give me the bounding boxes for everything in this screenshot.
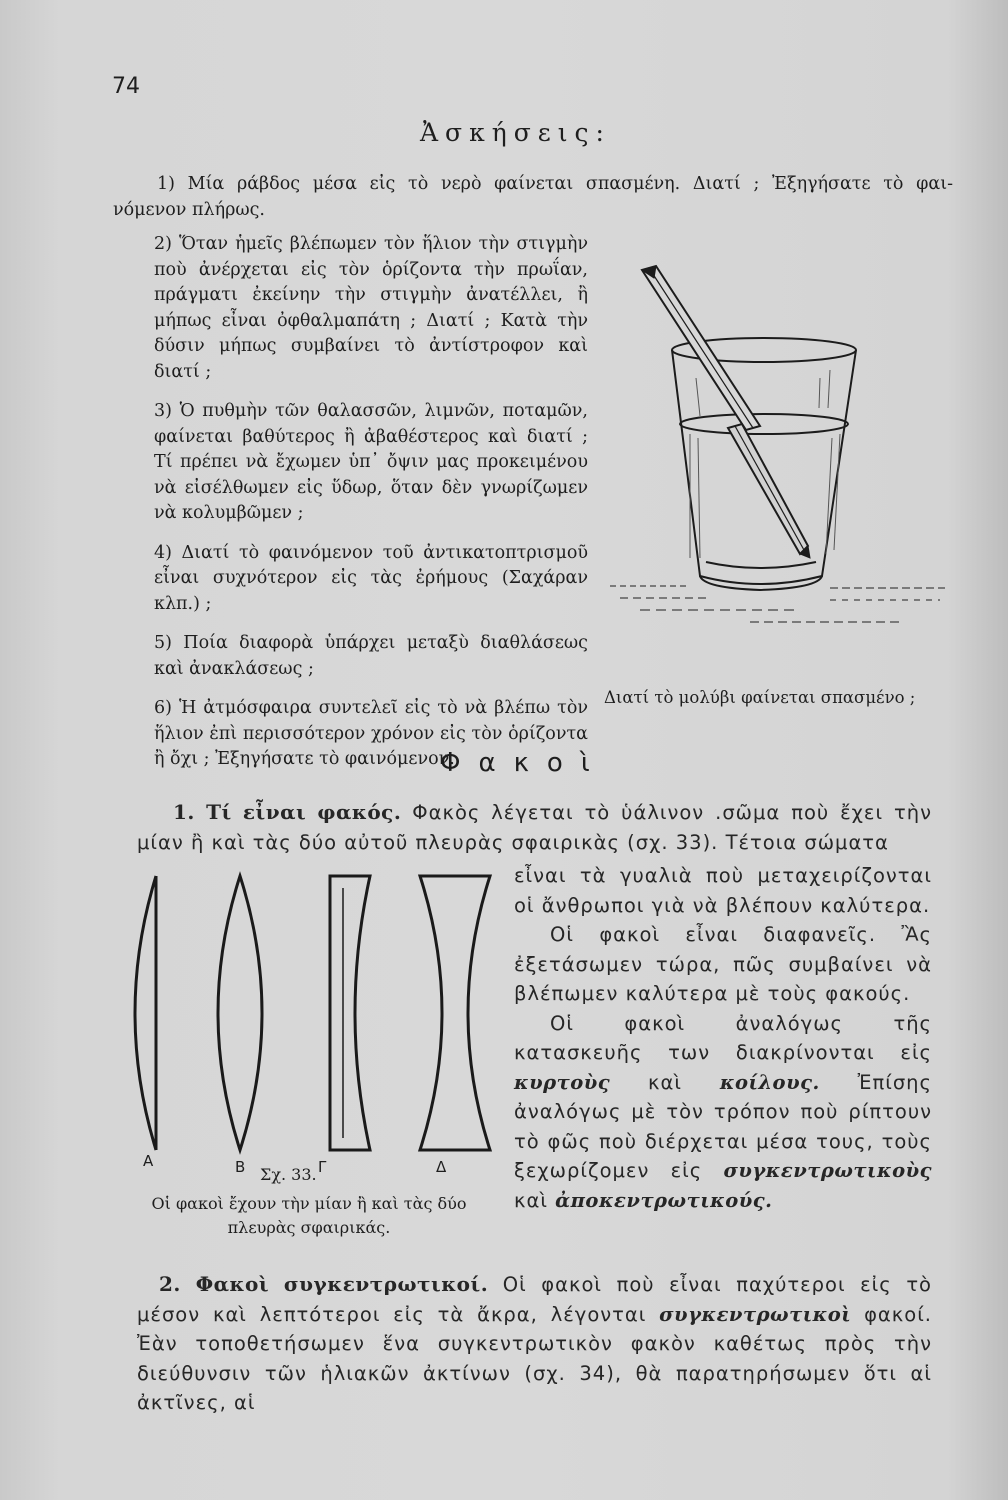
exercise-3: 3) Ὁ πυθμὴν τῶν θαλασσῶν, λιμνῶν, ποταμῶν, φαίνεται βαθύτερος ἢ ἀβαθέστερος καὶ διατί ; Τί πρέπει νὰ ἔχωμεν ὑπ᾽ ὄψιν μας προκειμένου νὰ εἰσέλθωμεν εἰς ὕδωρ, ὅταν δὲν γνωρίζωμεν νὰ κολυμβῶμεν ; [154, 401, 588, 523]
term-convex: κυρτοὺς [514, 1070, 611, 1094]
lens-label-d: Δ [436, 1158, 447, 1176]
lens-g-shape [330, 876, 370, 1150]
lens-label-b: Β [235, 1158, 246, 1176]
exercise-2: 2) Ὅταν ἡμεῖς βλέπωμεν τὸν ἥλιον τὴν στιγμὴν ποὺ ἀνέρχεται εἰς τὸν ὁρίζοντα τὴν πρωΐαν, πράγματι ἐκείνην τὴν στιγμὴν ἀνατέλλει, ἢ μήπως εἶναι ὀφθαλμαπάτη ; Διατί ; Κατὰ τὴν δύσιν μήπως συμβαίνει τὸ ἀντίστροφον καὶ διατί ; [154, 234, 588, 382]
paragraph-1-right-column [514, 861, 932, 1215]
glass-caption: Διατί τὸ μολύβι φαίνεται σπασμένο ; [604, 688, 916, 707]
paragraph-1-p3: Οἱ φακοὶ ἀναλόγως τῆς κατασκευῆς των διακρίνονται εἰς κυρτοὺς καὶ κοίλους. Ἐπίσης ἀναλόγως μὲ τὸν τρόπον ποὺ ρίπτουν τὸ φῶς ποὺ διέρχεται μέσα τους, τοὺς ξεχωρίζομεν εἰς συγκεντρωτικοὺς καὶ ἀποκεντρωτικούς. [514, 1011, 932, 1212]
paragraph-1-heading: 1. Τί εἶναι φακός. [173, 800, 402, 824]
term-diverging: ἀποκεντρωτικούς. [555, 1188, 773, 1212]
exercise-1 [113, 172, 953, 223]
exercises-column [110, 232, 588, 773]
lens-a-shape [135, 876, 156, 1150]
glass-pencil-illustration [600, 258, 970, 648]
figure-number: Σχ. 33. [260, 1165, 317, 1184]
lens-caption: Οἱ φακοὶ ἔχουν τὴν μίαν ἢ καὶ τὰς δύο πλευρὰς σφαιρικάς. [151, 1194, 467, 1237]
lens-label-g: Γ [318, 1158, 327, 1176]
lens-b-shape [218, 876, 262, 1150]
exercise-1-line1: 1) Μία ράβδος μέσα εἰς τὸ νερὸ φαίνεται σπασμένη. Διατί ; Ἐξηγήσατε τὸ φαι- [157, 174, 953, 194]
lens-figure [118, 868, 498, 1168]
paragraph-2: 2. Φακοὶ συγκεντρωτικοί. Οἱ φακοὶ ποὺ εἶναι παχύτεροι εἰς τὸ μέσον καὶ λεπτότεροι εἰς τὰ ἄκρα, λέγονται συγκεντρωτικοὶ φακοί. Ἐὰν τοποθετήσωμεν ἕνα συγκεντρωτικὸν φακὸν καθέτως πρὸς τὴν διεύθυνσιν τῶν ἡλιακῶν ἀκτίνων (σχ. 34), θὰ παρατηρήσωμεν ὅτι αἱ ἀκτῖνες, αἱ [137, 1272, 933, 1414]
lens-d-shape [420, 876, 490, 1150]
section-title: Φακοὶ [440, 748, 608, 778]
exercise-5: 5) Ποία διαφορὰ ὑπάρχει μεταξὺ διαθλάσεως καὶ ἀνακλάσεως ; [154, 633, 588, 679]
exercise-4: 4) Διατί τὸ φαινόμενον τοῦ ἀντικατοπτρισμοῦ εἶναι συχνότερον εἰς τὰς ἐρήμους (Σαχάραν κλπ.) ; [154, 542, 588, 614]
lens-label-a: Α [143, 1152, 154, 1170]
paragraph-1-intro [137, 798, 932, 857]
paragraph-1-p2: Οἱ φακοὶ εἶναι διαφανεῖς. Ἂς ἐξετάσωμεν τώρα, πῶς συμβαίνει νὰ βλέπωμεν καλύτερα μὲ τοὺς φακούς. [514, 923, 932, 1005]
exercises-title: Ἀσκήσεις: [420, 118, 611, 147]
term-converging: συγκεντρωτικοὺς [723, 1159, 932, 1182]
paragraph-1-cont: εἶναι τὰ γυαλιὰ ποὺ μεταχειρίζονται οἱ ἄνθρωποι γιὰ νὰ βλέπουν καλύτερα. [514, 864, 932, 917]
term-converging-2: συγκεντρωτικοὶ [659, 1302, 852, 1326]
paragraph-2-heading: 2. Φακοὶ συγκεντρωτικοί. [159, 1272, 489, 1296]
page-number: 74 [112, 74, 140, 99]
exercise-1-line2: νόμενον πλήρως. [113, 199, 265, 220]
paragraph-1-lead: Φακὸς λέγεται τὸ ὑάλινον .σῶμα ποὺ ἔχει τὴν μίαν ἢ καὶ τὰς δύο αὐτοῦ πλευρὰς σφαιρικὰς (σχ. 33). Τέτοια σώματα [137, 801, 932, 854]
exercise-6: 6) Ἡ ἀτμόσφαιρα συντελεῖ εἰς τὸ νὰ βλέπω τὸν ἥλιον ἐπὶ περισσότερον χρόνον εἰς τὸν ὁρίζοντα ἢ ὄχι ; Ἐξηγήσατε τὸ φαινόμενον. [154, 698, 588, 769]
term-concave: κοίλους. [719, 1070, 820, 1094]
